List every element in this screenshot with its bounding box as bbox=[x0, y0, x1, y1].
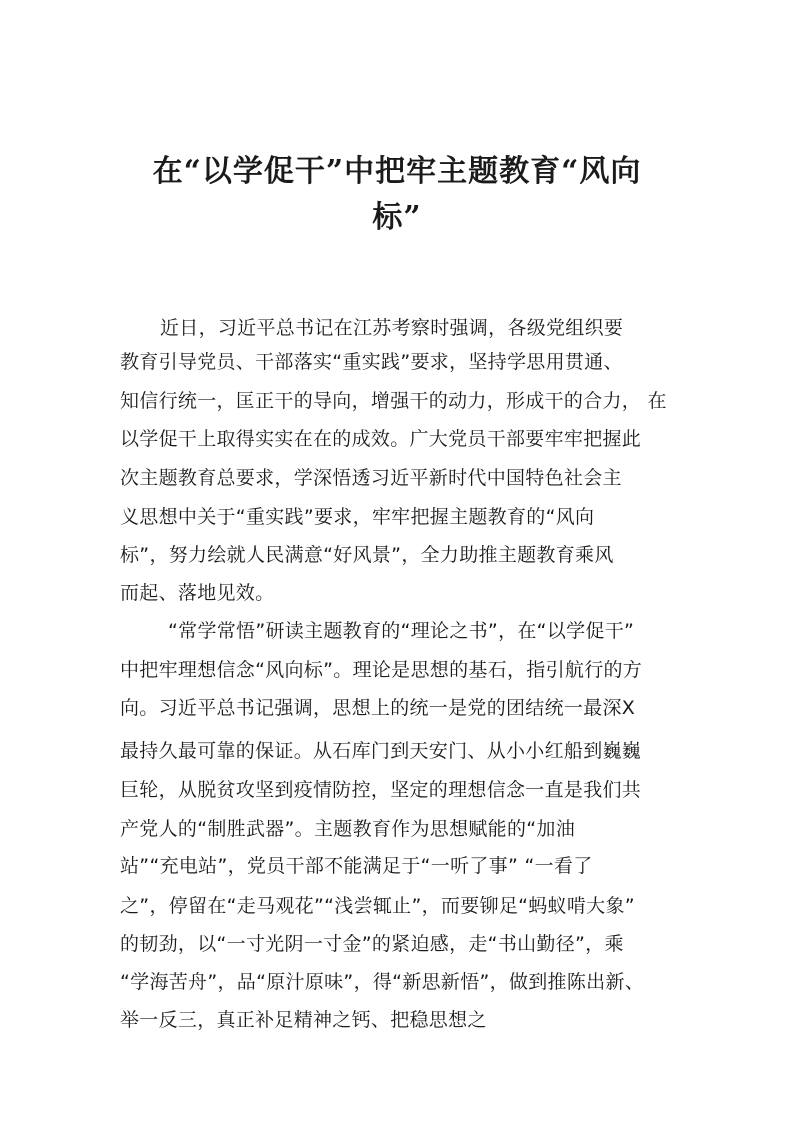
body-line: “常学常悟”研读主题教育的“理论之书”，在“以学促干” bbox=[168, 620, 635, 642]
body-line: 的韧劲，以“一寸光阴一寸金”的紧迫感，走“书山勤径”，乘 bbox=[120, 933, 624, 955]
body-line: 站”“充电站”，党员干部不能满足于“一听了事” “一看了 bbox=[120, 855, 593, 877]
body-line: 以学促干上取得实实在在的成效。广大党员干部要牢牢把握此 bbox=[120, 428, 642, 450]
body-line: 巨轮，从脱贫攻坚到疫情防控，坚定的理想信念一直是我们共 bbox=[120, 779, 642, 801]
document-title-line-2: 标” bbox=[372, 200, 422, 235]
body-line: 知信行统一，匡正干的导向，增强干的动力，形成干的合力， 在 bbox=[120, 390, 667, 412]
body-line: “学海苦舟”，品“原汁原味”，得“新思新悟”，做到推陈出新、 bbox=[120, 971, 645, 993]
body-line: 近日，习近平总书记在江苏考察时强调，各级党组织要 bbox=[160, 317, 624, 339]
body-line: 向。习近平总书记强调，思想上的统一是党的团结统一最深X bbox=[120, 697, 636, 719]
body-line: 义思想中关于“重实践”要求，牢牢把握主题教育的“风向 bbox=[120, 506, 595, 528]
document-title-line-1: 在“以学促干”中把牢主题教育“风向 bbox=[152, 154, 642, 189]
body-line: 次主题教育总要求，学深悟透习近平新时代中国特色社会主 bbox=[120, 467, 622, 489]
body-line: 教育引导党员、干部落实“重实践”要求，坚持学思用贯通、 bbox=[120, 351, 623, 373]
body-line: 之”，停留在“走马观花”“浅尝辄止”，而要铆足“蚂蚁啃大象” bbox=[120, 895, 635, 917]
body-line: 中把牢理想信念“风向标”。理论是思想的基石，指引航行的方 bbox=[120, 659, 643, 681]
body-line: 举一反三，真正补足精神之钙、把稳思想之 bbox=[120, 1009, 487, 1031]
body-line: 产党人的“制胜武器”。主题教育作为思想赋能的“加油 bbox=[120, 818, 576, 840]
body-line: 而起、落地见效。 bbox=[120, 582, 275, 604]
body-line: 标”，努力绘就人民满意“好风景”，全力助推主题教育乘风 bbox=[120, 544, 614, 566]
body-line: 最持久最可靠的保证。从石库门到天安门、从小小红船到巍巍 bbox=[120, 740, 642, 762]
